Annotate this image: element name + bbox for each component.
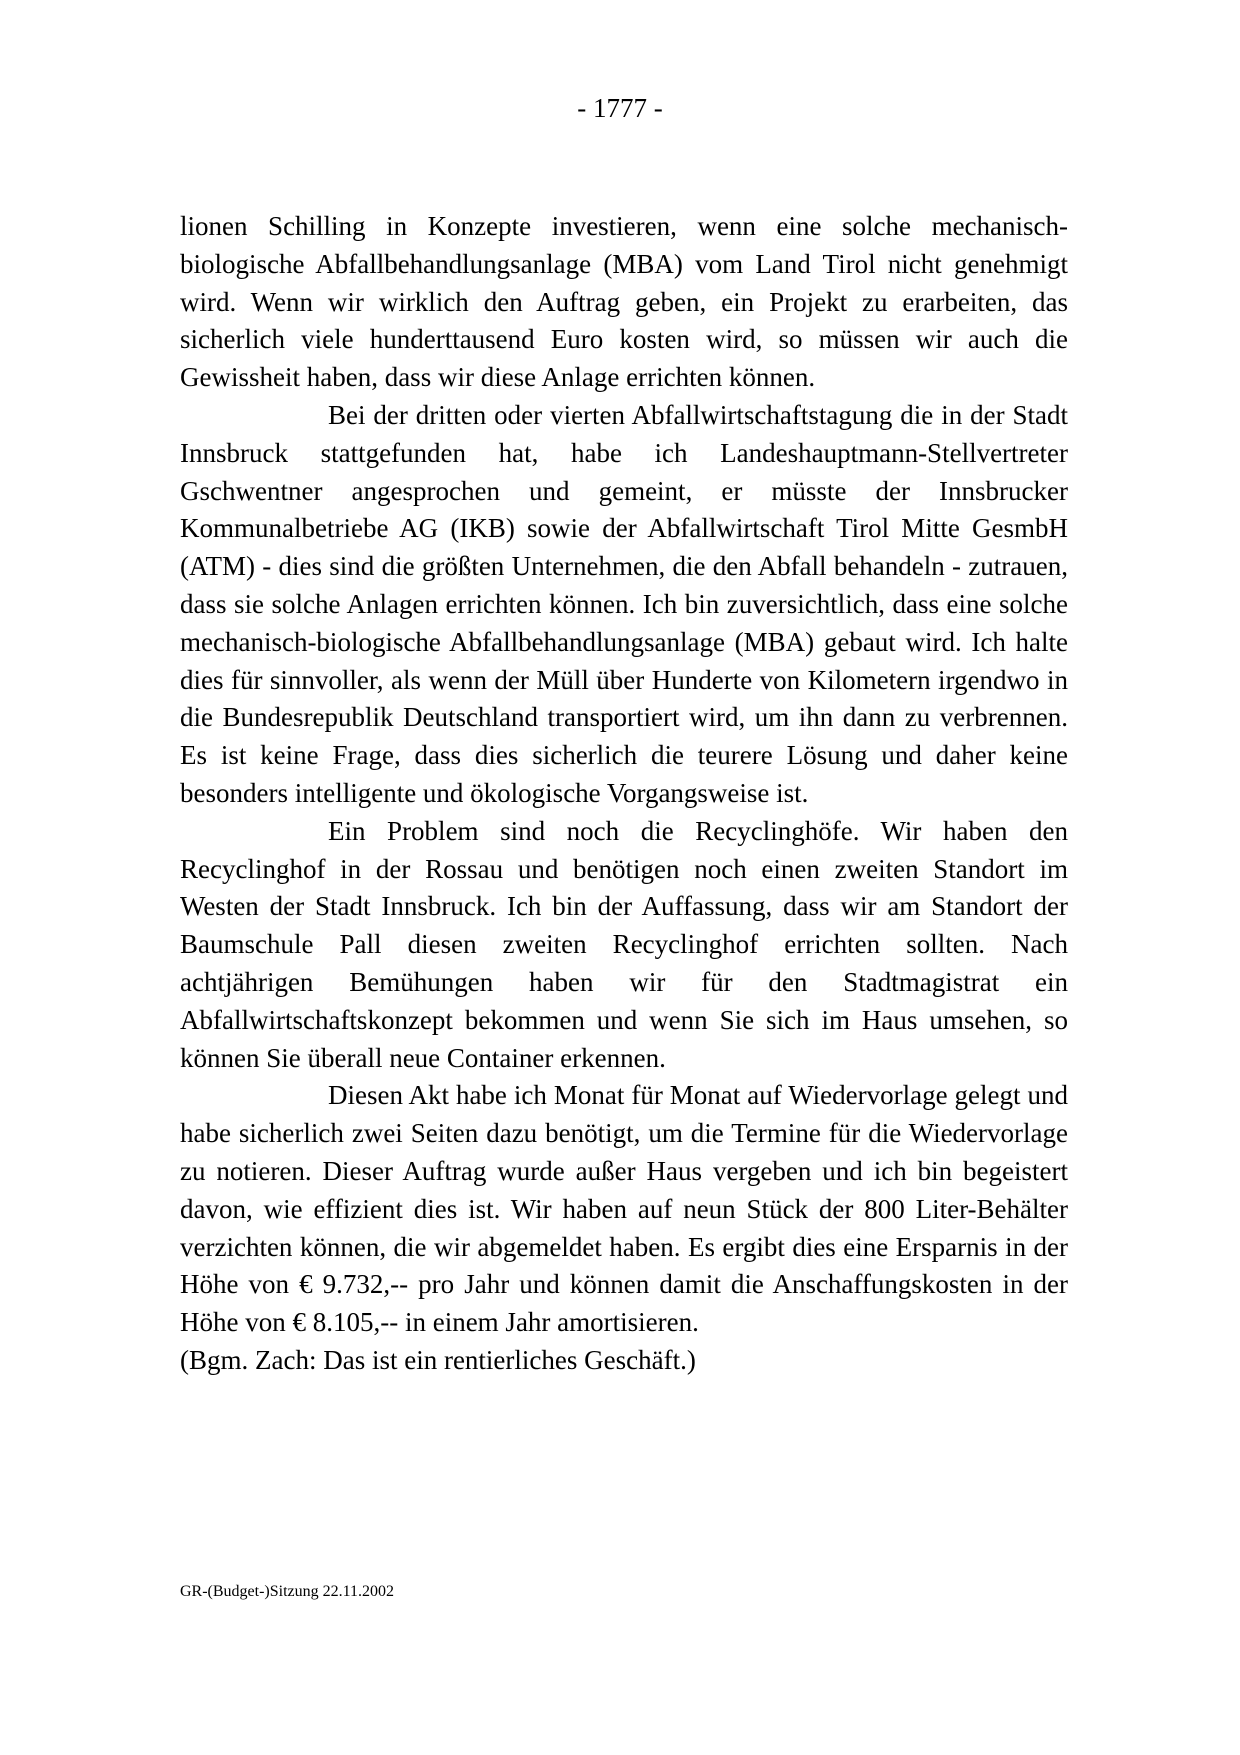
interjection: (Bgm. Zach: Das ist ein rentierliches Geschäft.) — [180, 1344, 696, 1375]
footer-session-info: GR-(Budget-)Sitzung 22.11.2002 — [180, 1583, 395, 1600]
document-body — [180, 208, 1068, 1380]
paragraph-2: Bei der dritten oder vierten Abfallwirtschaftstagung die in der Stadt Innsbruck stattgefunden hat, habe ich Landeshauptmann-Stellvertreter Gschwentner angesprochen und gemeint, er müsste der Innsbrucker Kommunalbetriebe AG (IKB) sowie der Abfallwirtschaft Tirol Mitte GesmbH (ATM) - dies sind die größten Unternehmen, die den Abfall behandeln - zutrauen, dass sie solche Anlagen errichten können. Ich bin zuversichtlich, dass eine solche mechanisch-biologische Abfallbehandlungsanlage (MBA) gebaut wird. Ich halte dies für sinnvoller, als wenn der Müll über Hunderte von Kilometern irgendwo in die Bundesrepublik Deutschland transportiert wird, um ihn dann zu verbrennen. Es ist keine Frage, dass dies sicherlich die teurere Lösung und daher keine besonders intelligente und ökologische Vorgangsweise ist. — [180, 399, 1068, 808]
paragraph-1: lionen Schilling in Konzepte investieren, wenn eine solche mechanisch-biologische Abfallbehandlungsanlage (MBA) vom Land Tirol nicht genehmigt wird. Wenn wir wirklich den Auftrag geben, ein Projekt zu erarbeiten, das sicherlich viele hunderttausend Euro kosten wird, so müssen wir auch die Gewissheit haben, dass wir diese Anlage errichten können. — [180, 211, 1068, 393]
page-number: - 1777 - — [577, 93, 663, 123]
paragraph-4: Diesen Akt habe ich Monat für Monat auf Wiedervorlage gelegt und habe sicherlich zwei Seiten dazu benötigt, um die Termine für die Wiedervorlage zu notieren. Dieser Auftrag wurde außer Haus vergeben und ich bin begeistert davon, wie effizient dies ist. Wir haben auf neun Stück der 800 Liter-Behälter verzichten können, die wir abgemeldet haben. Es ergibt dies eine Ersparnis in der Höhe von € 9.732,-- pro Jahr und können damit die Anschaffungskosten in der Höhe von € 8.105,-- in einem Jahr amortisieren. — [180, 1080, 1068, 1338]
paragraph-3: Ein Problem sind noch die Recyclinghöfe. Wir haben den Recyclinghof in der Rossau und benötigen noch einen zweiten Standort im Westen der Stadt Innsbruck. Ich bin der Auffassung, dass wir am Standort der Baumschule Pall diesen zweiten Recyclinghof errichten sollten. Nach achtjährigen Bemühungen haben wir für den Stadtmagistrat ein Abfallwirtschaftskonzept bekommen und wenn Sie sich im Haus umsehen, so können Sie überall neue Container erkennen. — [180, 815, 1068, 1073]
